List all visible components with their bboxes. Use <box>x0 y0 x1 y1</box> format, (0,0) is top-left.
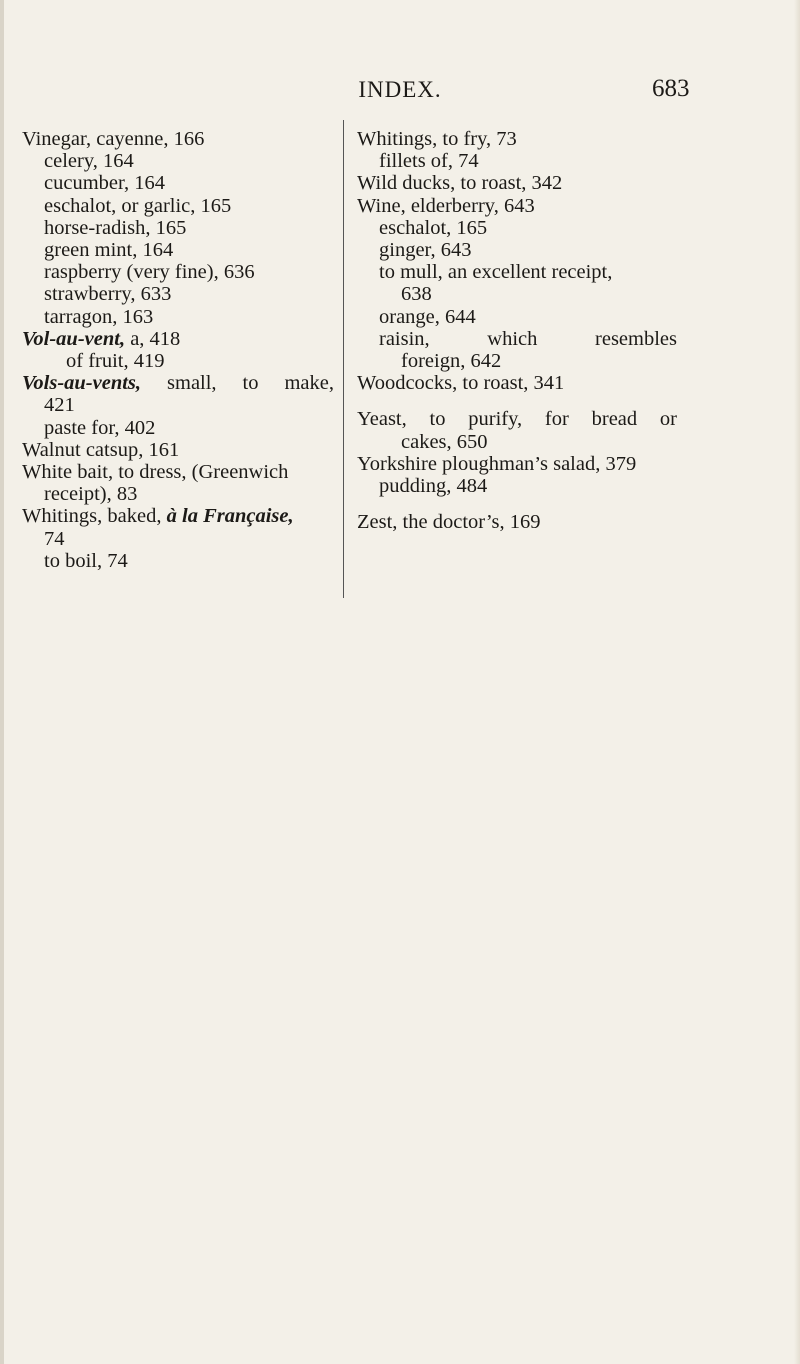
index-entry-text: cucumber, 164 <box>44 172 165 195</box>
index-entry-text: orange, 644 <box>379 305 476 328</box>
index-entry <box>22 239 334 261</box>
index-entry <box>357 328 677 350</box>
index-entry-text: Whitings, to fry, 73 <box>357 128 517 150</box>
index-entry-text: to boil, 74 <box>44 549 128 572</box>
index-entry <box>357 217 677 239</box>
index-entry <box>22 150 334 172</box>
index-entry <box>357 475 677 497</box>
index-entry-text: strawberry, 633 <box>44 283 172 306</box>
index-entry <box>22 350 334 372</box>
index-entry-text: small, to make, <box>141 372 334 395</box>
index-entry <box>22 417 334 439</box>
index-entry-text: a, 418 <box>125 327 181 350</box>
index-entry-text: tarragon, 163 <box>44 305 154 328</box>
index-entry <box>22 195 334 217</box>
index-entry <box>357 195 677 217</box>
index-entry <box>357 150 677 172</box>
index-entry-text: Whitings, baked, <box>22 505 167 528</box>
index-entry-text: Walnut catsup, 161 <box>22 438 180 461</box>
index-entry <box>22 439 334 461</box>
index-entry <box>22 461 334 483</box>
index-entry-text: Wine, elderberry, 643 <box>357 194 535 217</box>
index-entry-text: ginger, 643 <box>379 239 472 262</box>
index-entry-text: eschalot, or garlic, 165 <box>44 194 232 217</box>
index-entry-text: celery, 164 <box>44 150 134 173</box>
index-entry <box>22 394 334 416</box>
index-entry-text: Vinegar, cayenne, 166 <box>22 128 205 150</box>
index-entry <box>357 453 677 475</box>
index-left-column <box>22 128 334 572</box>
index-entry-text: receipt), 83 <box>44 483 138 506</box>
running-header-title: INDEX. <box>358 77 442 102</box>
index-entry-text: green mint, 164 <box>44 239 174 262</box>
index-entry <box>357 128 677 150</box>
index-entry <box>22 261 334 283</box>
index-entry-text: foreign, 642 <box>401 350 502 373</box>
index-entry <box>22 372 334 394</box>
index-entry-text: horse-radish, 165 <box>44 216 187 239</box>
index-entry <box>357 172 677 194</box>
index-entry-text: raisin, which resembles <box>379 327 677 350</box>
index-entry-text: eschalot, 165 <box>379 216 488 239</box>
index-entry <box>22 217 334 239</box>
index-entry <box>22 528 334 550</box>
index-entry <box>22 483 334 505</box>
index-entry-text: Zest, the doctor’s, 169 <box>357 511 541 534</box>
index-entry <box>22 283 334 305</box>
page-number: 683 <box>652 75 690 102</box>
entry-gap <box>357 394 677 408</box>
index-entry-text: Woodcocks, to roast, 341 <box>357 372 565 395</box>
index-entry <box>357 511 677 533</box>
index-entry <box>357 372 677 394</box>
index-entry-text: pudding, 484 <box>379 475 488 498</box>
page-right-edge <box>794 0 800 1364</box>
page-left-edge <box>0 0 4 1364</box>
index-entry-heading: Vols-au-vents, <box>22 372 142 395</box>
index-entry <box>22 505 334 527</box>
index-entry <box>357 239 677 261</box>
index-right-column <box>357 128 677 533</box>
index-entry <box>357 408 677 430</box>
index-entry <box>22 328 334 350</box>
index-entry-text: to mull, an excellent receipt, <box>379 261 613 284</box>
index-entry-text: paste for, 402 <box>44 416 156 439</box>
index-entry <box>22 550 334 572</box>
index-entry-text: of fruit, 419 <box>66 350 165 373</box>
entry-gap <box>357 497 677 511</box>
index-entry-heading: Vol-au-vent, <box>22 327 126 350</box>
index-entry-text: White bait, to dress, (Greenwich <box>22 461 289 484</box>
index-entry <box>22 128 334 150</box>
index-entry <box>357 283 677 305</box>
index-entry <box>357 431 677 453</box>
index-entry <box>357 350 677 372</box>
index-entry-text: Wild ducks, to roast, 342 <box>357 172 563 195</box>
column-divider <box>343 120 344 598</box>
index-entry-text: Yorkshire ploughman’s salad, 379 <box>357 452 637 475</box>
index-entry-text: 421 <box>44 394 75 417</box>
index-entry-text: Yeast, to purify, for bread or <box>357 408 677 431</box>
index-entry-text: raspberry (very fine), 636 <box>44 261 255 284</box>
index-entry <box>22 172 334 194</box>
index-entry-text: cakes, 650 <box>401 430 488 453</box>
index-entry <box>22 306 334 328</box>
index-entry-text: 638 <box>401 283 432 306</box>
index-entry-text: 74 <box>44 527 65 550</box>
index-entry-italic-phrase: à la Française, <box>166 505 294 528</box>
index-entry <box>357 306 677 328</box>
index-entry <box>357 261 677 283</box>
index-entry-text: fillets of, 74 <box>379 150 479 173</box>
